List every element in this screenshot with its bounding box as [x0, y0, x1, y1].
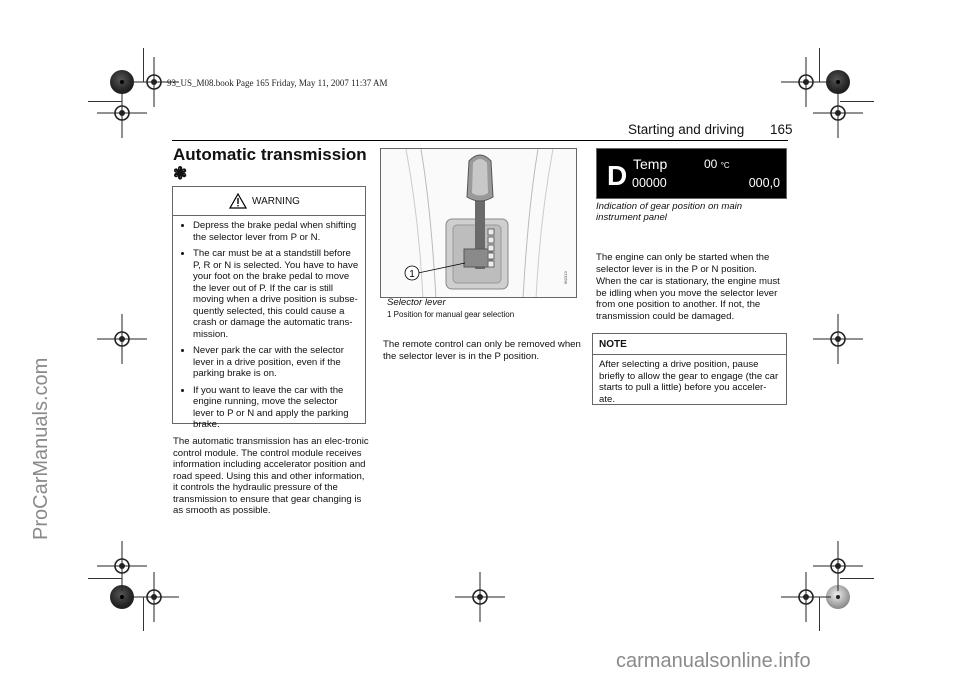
warning-box — [172, 186, 366, 430]
warning-label: WARNING — [252, 196, 300, 207]
crop-line — [88, 101, 122, 102]
crosshair-mark — [455, 572, 505, 622]
trip-meter: 000,0 — [748, 176, 780, 190]
paragraph-stationary: When the car is stationary, the engine must be idling when you move the selector lever from one position to another. If not, the transmission could be damaged. — [596, 276, 780, 322]
instrument-caption: Indication of gear position on main instrument panel — [596, 201, 743, 223]
gear-indicator: D — [607, 160, 628, 191]
book-file-line: 93_US_M08.book Page 165 Friday, May 11, 2007 11:37 AM — [167, 78, 388, 88]
figure-id-code: IB2313 — [563, 271, 568, 284]
temp-readout — [704, 157, 730, 171]
warning-triangle-icon — [229, 193, 247, 209]
warning-item: • Never park the car with the selector lever in a drive position, even if the parking brake is on. — [193, 345, 359, 380]
header-rule — [172, 140, 788, 141]
warning-item: • Depress the brake pedal when shifting the selector lever from P or N. — [193, 220, 359, 243]
figure-subcaption: 1 Position for manual gear selection — [387, 310, 515, 319]
crosshair-mark — [813, 314, 863, 364]
temp-label: Temp — [633, 156, 668, 172]
warning-header — [173, 187, 365, 216]
instrument-display — [596, 148, 787, 199]
crosshair-mark — [813, 88, 863, 138]
note-label: NOTE — [599, 339, 627, 350]
crosshair-mark — [129, 572, 179, 622]
note-header — [593, 334, 786, 355]
page-number: 165 — [770, 122, 793, 137]
odometer: 00000 — [632, 176, 667, 190]
warning-item: • The car must be at a standstill before P, R or N is selected. You have to have your foot on the brake pedal to move the lever out of P. If the car is still moving when a drive position is subse-quently selected, this could cause a crash or damage the automatic trans-mission. — [193, 248, 359, 340]
running-header-title: Starting and driving — [628, 122, 745, 137]
crop-line — [143, 48, 144, 82]
crop-line — [819, 48, 820, 82]
selector-lever-illustration — [381, 149, 577, 298]
warning-item: • If you want to leave the car with the engine running, move the selector lever to P or N and apply the parking brake. — [193, 385, 359, 431]
note-text: After selecting a drive position, pause briefly to allow the gear to engage (the car starts to pull a little) before you acceler-ate. — [599, 359, 779, 405]
section-title-text: Automatic transmission — [173, 145, 367, 164]
crop-line — [143, 597, 144, 631]
crop-line — [88, 578, 122, 579]
crop-line — [840, 578, 874, 579]
note-box — [592, 333, 787, 405]
section-title — [173, 145, 373, 183]
snowflake-icon: ❃ — [173, 164, 188, 183]
warning-list — [173, 216, 365, 431]
paragraph-control-module: The automatic transmission has an elec-tronic control module. The control module receives information including accelerator position and road speed. Using this and other information, it controls the hydraulic pressure of the transmission to ensure that gear changing is as smooth as possible. — [173, 436, 369, 516]
side-watermark: ProCarManuals.com — [30, 357, 52, 540]
paragraph-engine-start: The engine can only be started when the selector lever is in the P or N position. — [596, 252, 770, 275]
paragraph-remote-control: The remote control can only be removed when the selector lever is in the P position. — [383, 339, 581, 362]
temp-value: 00 — [704, 157, 718, 171]
bottom-watermark: carmanualsonline.info — [616, 650, 811, 672]
crop-line — [819, 597, 820, 631]
crop-line — [840, 101, 874, 102]
figure-caption: Selector lever — [387, 297, 446, 308]
crosshair-mark — [97, 88, 147, 138]
selector-lever-figure — [380, 148, 577, 298]
figure-callout-label: 1 — [409, 269, 415, 280]
crosshair-mark — [781, 572, 831, 622]
temp-unit: °C — [720, 161, 730, 170]
crosshair-mark — [97, 314, 147, 364]
